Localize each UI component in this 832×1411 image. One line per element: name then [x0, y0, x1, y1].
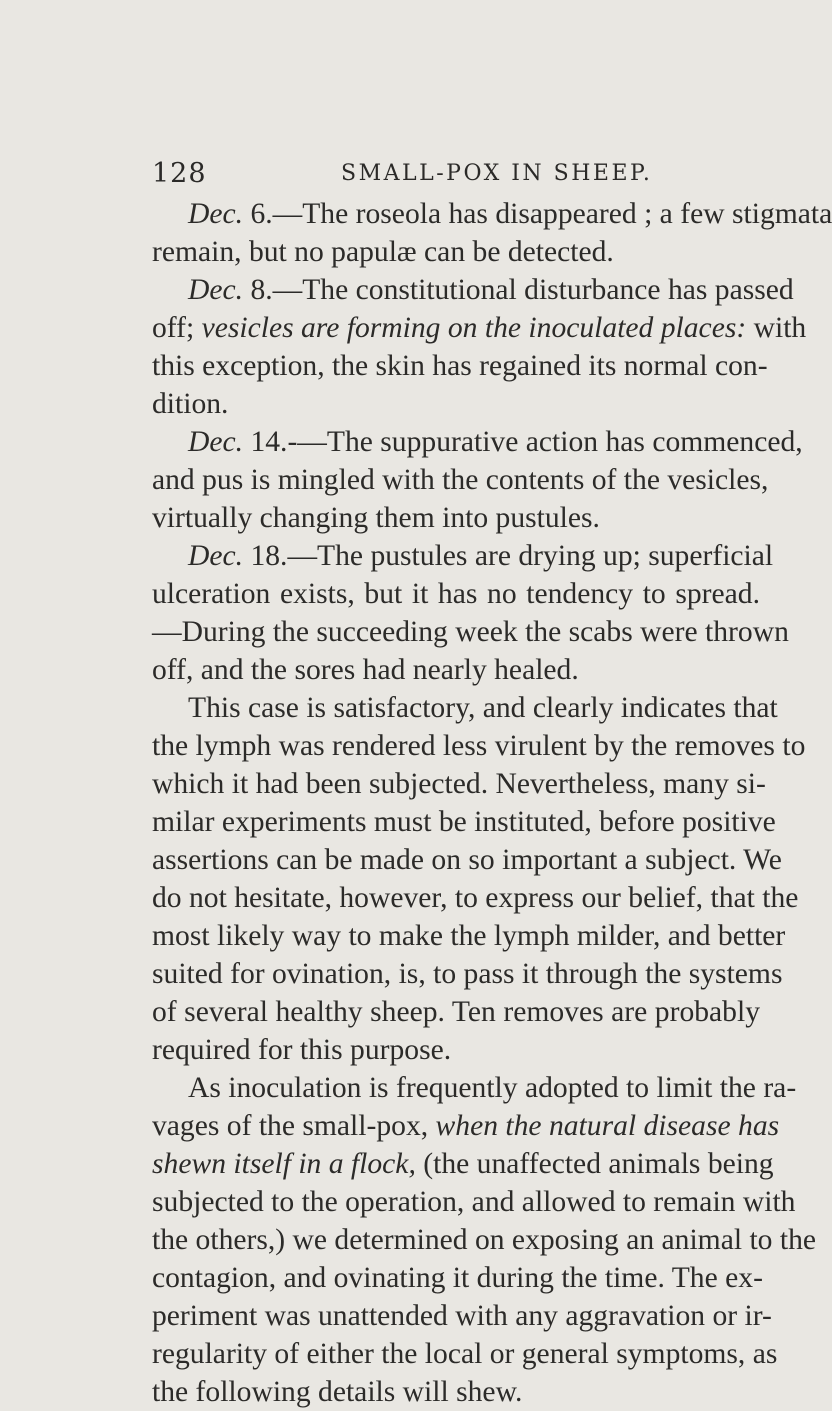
- text-line: subjected to the operation, and allowed to remain with: [152, 1186, 796, 1218]
- text-line: dition.: [152, 388, 229, 420]
- page-header: [152, 158, 752, 198]
- text-line: vages of the small-pox, when the natural disease has: [152, 1110, 780, 1142]
- text-line: Dec. 6.—The roseola has disappeared ; a few stigmata: [188, 198, 832, 230]
- text-line: Dec. 14.-—The suppurative action has commenced,: [188, 426, 803, 458]
- text-line: shewn itself in a flock, (the unaffected animals being: [152, 1148, 774, 1180]
- text-line: This case is satisfactory, and clearly indicates that: [188, 692, 778, 724]
- text-line: milar experiments must be instituted, before positive: [152, 806, 776, 838]
- text-line: As inoculation is frequently adopted to limit the ra-: [188, 1072, 797, 1104]
- text-line: —During the succeeding week the scabs were thrown: [152, 616, 789, 648]
- text-line: do not hesitate, however, to express our belief, that the: [152, 882, 799, 914]
- text-line: contagion, and ovinating it during the time. The ex-: [152, 1262, 763, 1294]
- text-line: this exception, the skin has regained its normal con-: [152, 350, 768, 382]
- text-line: Dec. 18.—The pustules are drying up; superficial: [188, 540, 774, 572]
- text-line: ulceration exists, but it has no tendency to spread.: [152, 578, 760, 610]
- text-line: the others,) we determined on exposing an animal to the: [152, 1224, 817, 1256]
- text-line: the lymph was rendered less virulent by the removes to: [152, 730, 806, 762]
- text-line: remain, but no papulæ can be detected.: [152, 236, 614, 268]
- text-line: suited for ovination, is, to pass it through the systems: [152, 958, 783, 990]
- text-line: periment was unattended with any aggravation or ir-: [152, 1300, 772, 1332]
- text-line: the following details will shew.: [152, 1376, 523, 1408]
- text-line: Dec. 8.—The constitutional disturbance has passed: [188, 274, 794, 306]
- text-line: and pus is mingled with the contents of the vesicles,: [152, 464, 769, 496]
- text-line: off; vesicles are forming on the inoculated places: with: [152, 312, 807, 344]
- text-line: assertions can be made on so important a subject. We: [152, 844, 782, 876]
- text-line: regularity of either the local or general symptoms, as: [152, 1338, 778, 1370]
- text-line: required for this purpose.: [152, 1034, 452, 1066]
- running-head: SMALL-POX IN SHEEP.: [341, 161, 653, 186]
- text-line: which it had been subjected. Nevertheless, many si-: [152, 768, 766, 800]
- text-line: virtually changing them into pustules.: [152, 502, 600, 534]
- page-number: 128: [152, 158, 207, 189]
- text-line: off, and the sores had nearly healed.: [152, 654, 579, 686]
- text-line: of several healthy sheep. Ten removes are probably: [152, 996, 760, 1028]
- text-line: most likely way to make the lymph milder, and better: [152, 920, 786, 952]
